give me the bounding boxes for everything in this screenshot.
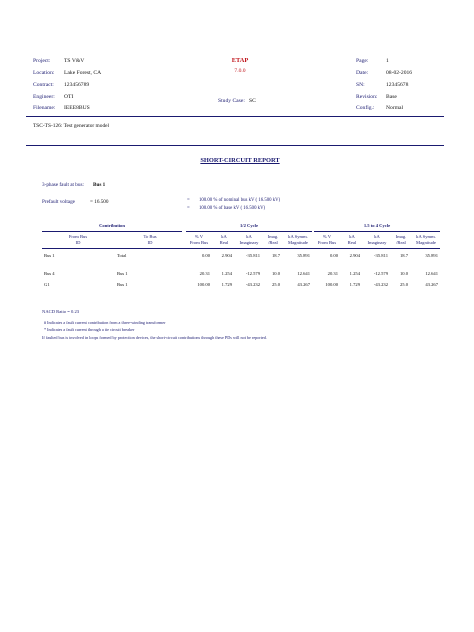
fault-bus: Bus 1 — [93, 182, 106, 188]
row-to: Bus 1 — [117, 271, 128, 276]
row-mag-half: 12.641 — [297, 271, 310, 276]
col-real-half: kA Real — [219, 234, 229, 245]
row-pv-half: 0.00 — [201, 253, 210, 258]
row-imag-half: -35.811 — [246, 253, 260, 258]
study-case-label: Study Case: — [218, 98, 245, 104]
prefault-base-eq: = — [187, 206, 190, 211]
row-imag-half: -43.232 — [245, 282, 260, 287]
prefault-label: Prefault voltage — [42, 199, 75, 205]
nacd-ratio: NACD Ratio = 0.23 — [42, 309, 80, 314]
group-15-cycle: 1.5 to 4 Cycle — [363, 223, 391, 228]
col-ratio-15: Imag. /Real — [395, 234, 407, 245]
row-imag-15: -12.579 — [373, 271, 388, 276]
revision-value: Base — [386, 94, 397, 100]
case-divider — [26, 145, 444, 146]
row-real-15: 2.904 — [349, 253, 360, 258]
row-ratio-half: 18.7 — [271, 253, 280, 258]
col-ratio-half: Imag. /Real — [267, 234, 279, 245]
group-contribution: Contribution — [99, 223, 125, 228]
row-pv-15: 20.31 — [327, 271, 338, 276]
col-real-15: kA Real — [347, 234, 357, 245]
app-version: 7.0.0 — [234, 68, 246, 74]
col-imag-15: kA Imaginary — [367, 234, 387, 245]
row-from: Bus 1 — [44, 253, 55, 258]
filename-value: IEEE8BUS — [64, 105, 90, 111]
col-mag-15: kA Symm. Magnitude — [416, 234, 436, 245]
row-pv-15: 0.00 — [329, 253, 338, 258]
row-real-half: 1.254 — [221, 271, 232, 276]
row-from: Bus 4 — [44, 271, 55, 276]
row-mag-15: 12.641 — [425, 271, 438, 276]
row-to: Bus 1 — [117, 282, 128, 287]
table-header-rule — [42, 248, 440, 249]
config-label: Config.: — [356, 105, 375, 111]
row-mag-half: 35.891 — [297, 253, 310, 258]
row-ratio-half: 25.0 — [271, 282, 280, 287]
date-value: 08-02-2016 — [386, 70, 413, 76]
row-mag-15: 43.267 — [425, 282, 438, 287]
location-label: Location: — [33, 70, 55, 76]
row-real-15: 1.729 — [349, 282, 360, 287]
col-to-bus: To Bus ID — [143, 234, 157, 245]
fifteen-rule — [314, 231, 440, 232]
row-real-15: 1.254 — [349, 271, 360, 276]
group-half-cycle: 1/2 Cycle — [240, 223, 258, 228]
row-real-half: 1.729 — [221, 282, 232, 287]
col-mag-half: kA Symm. Magnitude — [288, 234, 308, 245]
col-pv-15: % V From Bus — [317, 234, 337, 245]
row-ratio-15: 18.7 — [399, 253, 408, 258]
contract-value: 123456789 — [64, 82, 90, 88]
location-value: Lake Forest, CA — [64, 70, 102, 76]
project-value: TS V&V — [64, 58, 85, 64]
row-from: G1 — [44, 282, 50, 287]
config-value: Normal — [386, 105, 404, 111]
col-from-bus: From Bus ID — [68, 234, 88, 245]
row-ratio-15: 10.0 — [399, 271, 408, 276]
date-label: Date: — [356, 70, 369, 76]
filename-label: Filename: — [33, 105, 56, 111]
prefault-kv-text: 100.00 % of nominal bus kV ( 16.500 kV) — [199, 198, 281, 203]
project-label: Project: — [33, 58, 51, 64]
app-name: ETAP — [231, 57, 249, 64]
report-title: SHORT-CIRCUIT REPORT — [200, 157, 280, 164]
half-rule — [186, 231, 312, 232]
row-ratio-15: 25.0 — [399, 282, 408, 287]
col-imag-half: kA Imaginary — [239, 234, 259, 245]
row-imag-15: -43.232 — [373, 282, 388, 287]
note-three-winding: # Indicates a fault current contribution from a three-winding transformer — [44, 320, 166, 325]
engineer-label: Engineer: — [33, 94, 55, 100]
row-to: Total — [117, 253, 127, 258]
fault-label: 3-phase fault at bus: — [42, 182, 84, 188]
header-divider — [26, 116, 444, 117]
row-ratio-half: 10.0 — [271, 271, 280, 276]
row-mag-15: 35.891 — [425, 253, 438, 258]
row-pv-half: 20.31 — [199, 271, 210, 276]
row-imag-15: -35.811 — [374, 253, 388, 258]
row-real-half: 2.904 — [221, 253, 232, 258]
contrib-rule — [42, 231, 182, 232]
sn-label: SN: — [356, 82, 365, 88]
page-value: 1 — [386, 58, 389, 64]
prefault-kv-eq: = — [187, 198, 190, 203]
study-case-value: SC — [249, 98, 256, 104]
case-title: TSC-TS-126: Test generator model — [33, 123, 110, 129]
row-pv-15: 100.00 — [325, 282, 338, 287]
row-pv-half: 100.00 — [197, 282, 210, 287]
contract-label: Contract: — [33, 82, 54, 88]
note-protection-loops: If faulted bus is involved in loops formed by protection devices, the short-circuit contributions through these PDs will not be reported. — [42, 335, 267, 340]
prefault-value: = 16.500 — [90, 199, 109, 205]
note-tie-breaker: * Indicates a fault current through a tie circuit breaker — [44, 327, 135, 332]
prefault-base-text: 100.00 % of base kV ( 16.500 kV) — [199, 206, 266, 211]
col-pv-half: % V From Bus — [189, 234, 209, 245]
row-mag-half: 43.267 — [297, 282, 310, 287]
engineer-value: OTI — [64, 94, 74, 100]
revision-label: Revision: — [356, 94, 378, 100]
page-label: Page: — [356, 58, 369, 64]
sn-value: 12345678 — [386, 82, 409, 88]
row-imag-half: -12.579 — [245, 271, 260, 276]
